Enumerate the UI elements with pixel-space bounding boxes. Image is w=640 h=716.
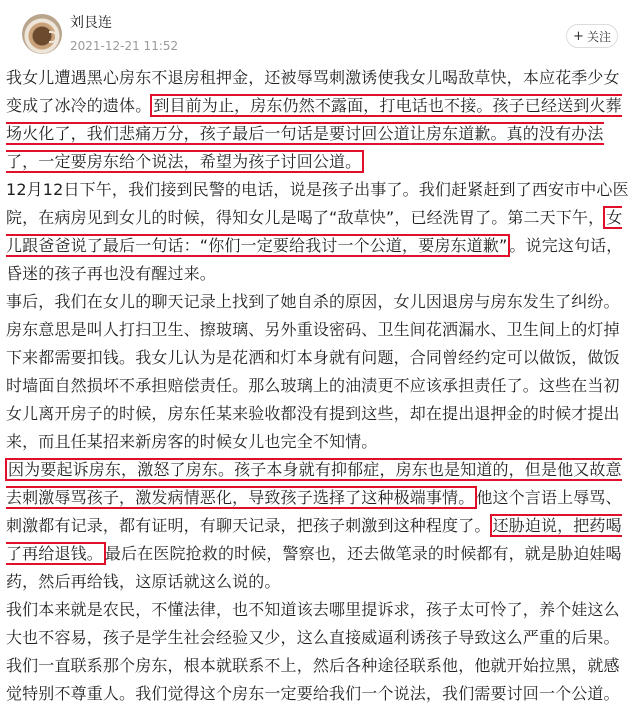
paragraph: [6, 456, 634, 596]
text-span: 最后在医院抢救的时候，警察也，还去做笔录的时候都有，就是胁迫娃喝药，然后再给钱，这原话就这么说的。: [6, 544, 622, 591]
follow-button[interactable]: [566, 24, 618, 48]
plus-icon: +: [573, 28, 584, 44]
highlighted-text: 因为要起诉房东，激怒了房东。孩子本身就有抑郁症，房东也是知道的，但是他又故意去刺激辱骂孩子，激发病情恶化，导致孩子选择了这种极端事情。: [6, 460, 622, 507]
text-span: 12月12日下午，我们接到民警的电话，说是孩子出事了。我们赶紧赶到了西安市中心医院，在病房见到女儿的时候，得知女儿是喝了“敌草快”，已经洗胃了。第二天下午，: [6, 180, 629, 227]
paragraph: [6, 176, 634, 288]
post-header: [0, 0, 640, 66]
avatar[interactable]: [22, 14, 62, 54]
text-span: 我们本来就是农民，不懂法律，也不知道该去哪里提诉求，孩子太可怜了，养个娃这么大也不容易，孩子是学生社会经验又少，这么直接威逼利诱孩子导致这么严重的后果。我们一直联系那个房东，根本就联系不上，然后各种途径联系他，他就开始拉黑，就感觉特别不尊重人。我们觉得这个房东一定要给我们一个说法，我们需要讨回一个公道。: [6, 600, 620, 703]
text-span: 事后，我们在女儿的聊天记录上找到了她自杀的原因，女儿因退房与房东发生了纠纷。房东意思是叫人打扫卫生、擦玻璃、另外重设密码、卫生间花洒漏水、卫生间上的灯掉下来都需要扣钱。我女儿认为是花洒和灯本身就有问题，合同曾经约定可以做饭，做饭时墙面自然损坏不承担赔偿责任。那么玻璃上的油渍更不应该承担责任了。这些在当初女儿离开房子的时候，房东任某来验收都没有提到这些，却在提出退押金的时候才提出来，而且任某招来新房客的时候女儿也完全不知情。: [6, 292, 620, 451]
text-span: 他这个言语上辱骂、刺激都有记录，都有证明，有聊天记录，把孩子刺激到这种程度了。: [6, 488, 622, 535]
highlighted-text: 到目前为止，房东仍然不露面，打电话也不接。孩子已经送到火葬场火化了，我们悲痛万分，孩子最后一句话是要讨回公道让房东道歉。真的没有办法了，一定要房东给个说法，希望为孩子讨回公道。: [6, 96, 622, 171]
paragraph: [6, 596, 634, 708]
coffee-cup-icon: [49, 31, 57, 43]
highlighted-text: 女儿跟爸爸说了最后一句话：“你们一定要给我讨一个公道，要房东道歉”: [6, 208, 623, 255]
text-span: 我女儿遭遇黑心房东不退房租押金，还被辱骂刺激诱使我女儿喝敌草快，本应花季少女变成了冰冷的遗体。: [6, 68, 620, 115]
post-timestamp: 2021-12-21 11:52: [70, 39, 179, 53]
paragraph: [6, 64, 634, 176]
highlighted-text: 还胁迫说，把药喝了再给退钱。: [6, 516, 622, 563]
post-body: [6, 64, 634, 708]
paragraph: [6, 288, 634, 456]
username[interactable]: 刘艮连: [70, 15, 112, 31]
text-span: 。说完这句话，昏迷的孩子再也没有醒过来。: [6, 236, 623, 283]
follow-label: 关注: [586, 29, 611, 44]
